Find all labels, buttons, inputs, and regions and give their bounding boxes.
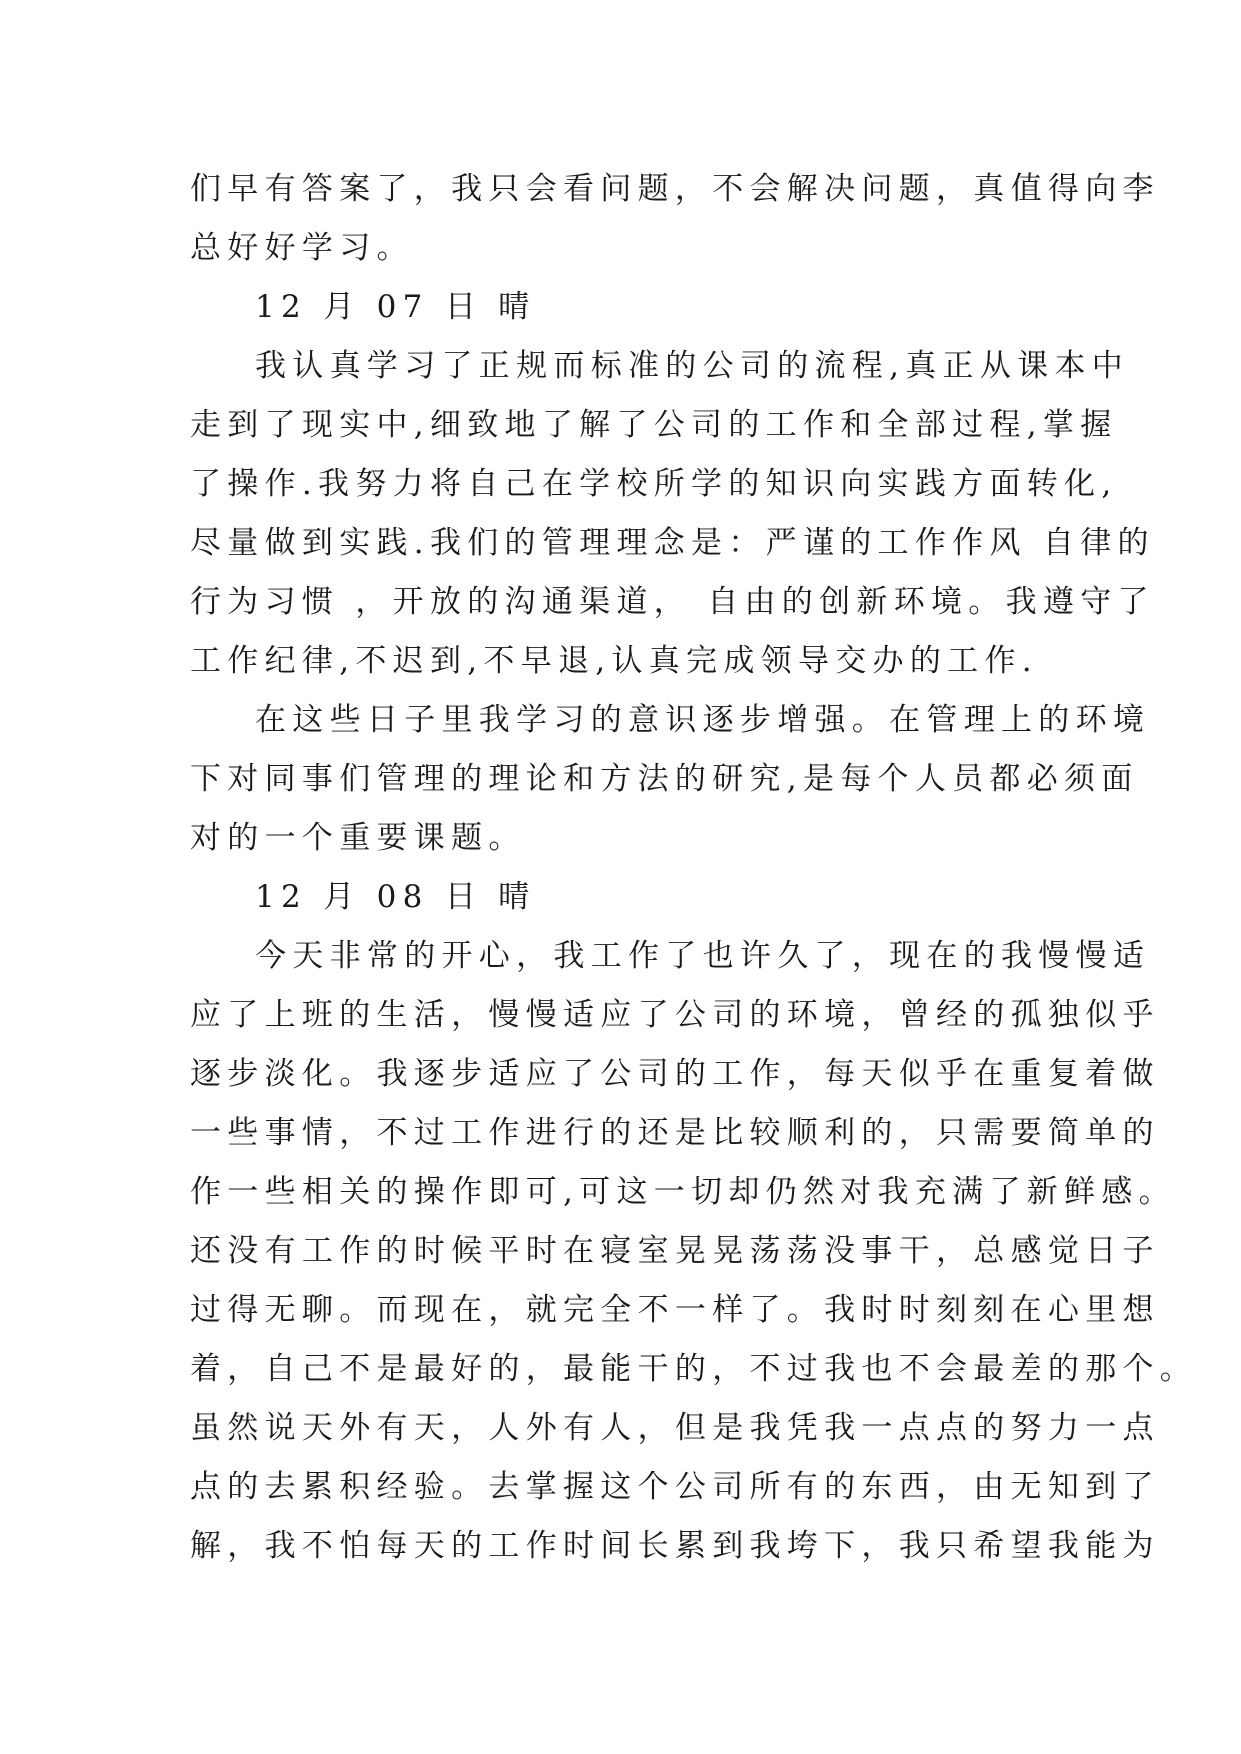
diary-date-heading: 12 月 08 日 晴 bbox=[255, 879, 536, 915]
text-line: 对的一个重要课题。 bbox=[190, 820, 526, 856]
text-line: 解，我不怕每天的工作时间长累到我垮下，我只希望我能为 bbox=[190, 1528, 1160, 1564]
text-line: 了操作.我努力将自己在学校所学的知识向实践方面转化, bbox=[190, 466, 1118, 502]
text-line: 行为习惯 ，开放的沟通渠道， 自由的创新环境。我遵守了 bbox=[190, 584, 1155, 620]
text-line: 在这些日子里我学习的意识逐步增强。在管理上的环境 bbox=[255, 702, 1151, 738]
text-line: 一些事情，不过工作进行的还是比较顺利的，只需要简单的 bbox=[190, 1115, 1160, 1151]
text-line: 还没有工作的时候平时在寝室晃晃荡荡没事干，总感觉日子 bbox=[190, 1233, 1160, 1269]
text-line: 着，自己不是最好的，最能干的，不过我也不会最差的那个。 bbox=[190, 1351, 1198, 1387]
document-page bbox=[190, 160, 1198, 1576]
text-line: 们早有答案了，我只会看问题，不会解决问题，真值得向李 bbox=[190, 171, 1160, 207]
text-line: 应了上班的生活，慢慢适应了公司的环境，曾经的孤独似乎 bbox=[190, 997, 1160, 1033]
text-line: 作一些相关的操作即可,可这一切却仍然对我充满了新鲜感。 bbox=[190, 1174, 1176, 1210]
text-line: 下对同事们管理的理论和方法的研究,是每个人员都必须面 bbox=[190, 761, 1139, 797]
diary-date-heading: 12 月 07 日 晴 bbox=[255, 289, 536, 325]
text-line: 过得无聊。而现在，就完全不一样了。我时时刻刻在心里想 bbox=[190, 1292, 1160, 1328]
text-line: 虽然说天外有天，人外有人，但是我凭我一点点的努力一点 bbox=[190, 1410, 1160, 1446]
text-line: 点的去累积经验。去掌握这个公司所有的东西，由无知到了 bbox=[190, 1469, 1160, 1505]
text-line: 走到了现实中,细致地了解了公司的工作和全部过程,掌握 bbox=[190, 407, 1118, 443]
text-line: 逐步淡化。我逐步适应了公司的工作，每天似乎在重复着做 bbox=[190, 1056, 1160, 1092]
text-line: 总好好学习。 bbox=[190, 230, 414, 266]
text-line: 尽量做到实践.我们的管理理念是：严谨的工作作风 自律的 bbox=[190, 525, 1155, 561]
text-line: 今天非常的开心，我工作了也许久了，现在的我慢慢适 bbox=[255, 938, 1151, 974]
text-line: 工作纪律,不迟到,不早退,认真完成领导交办的工作. bbox=[190, 643, 1038, 679]
text-line: 我认真学习了正规而标准的公司的流程,真正从课本中 bbox=[255, 348, 1130, 384]
